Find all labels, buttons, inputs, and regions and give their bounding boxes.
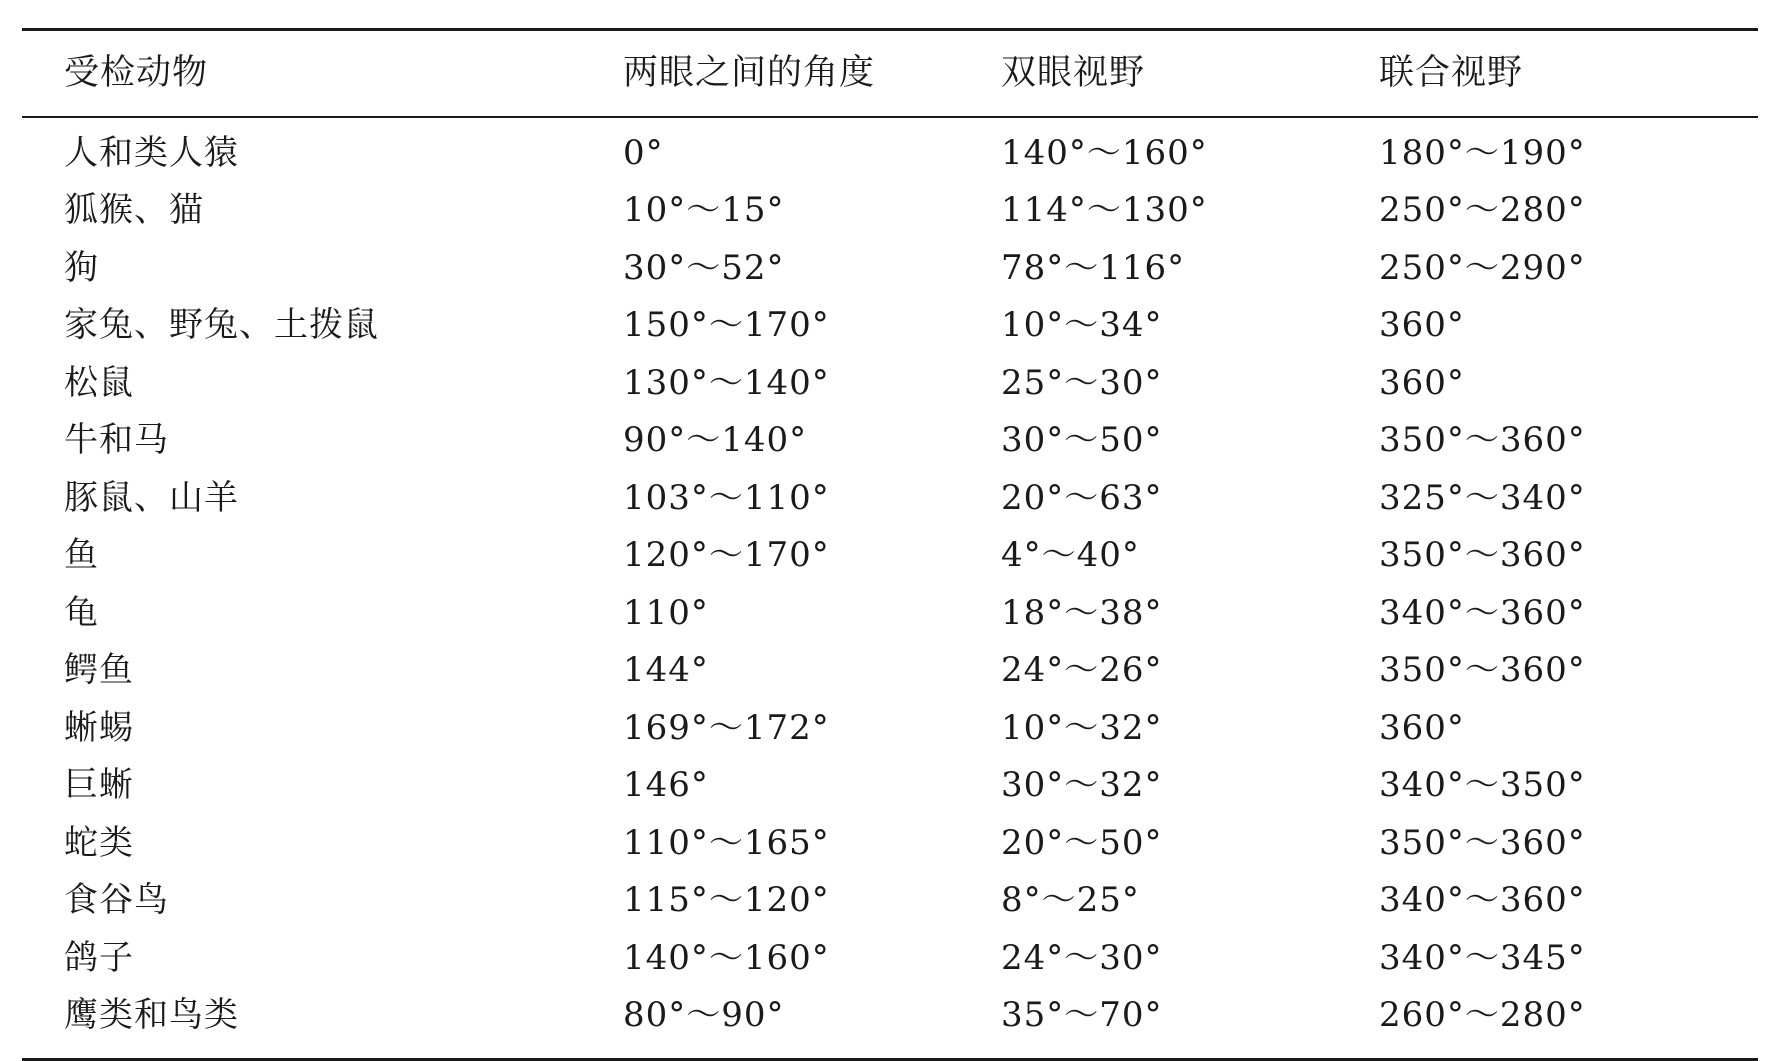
cell-binocular-field: 140°～160° [1001, 132, 1208, 173]
header-binocular-field: 双眼视野 [1001, 53, 1146, 93]
cell-binocular-field: 8°～25° [1001, 880, 1140, 921]
table-row [22, 469, 1758, 527]
cell-animal: 鹰类和鸟类 [64, 995, 239, 1036]
cell-eye-angle: 169°～172° [623, 707, 830, 748]
cell-binocular-field: 25°～30° [1001, 362, 1163, 403]
cell-eye-angle: 110°～165° [623, 822, 830, 863]
cell-animal: 龟 [64, 592, 99, 633]
cell-eye-angle: 10°～15° [623, 190, 785, 231]
header-animal: 受检动物 [64, 53, 209, 93]
cell-eye-angle: 110° [623, 592, 709, 633]
table-body [22, 118, 1758, 1058]
cell-eye-angle: 140°～160° [623, 937, 830, 978]
cell-animal: 蛇类 [64, 822, 134, 863]
cell-binocular-field: 78°～116° [1001, 247, 1186, 288]
cell-binocular-field: 10°～32° [1001, 707, 1163, 748]
table-row [22, 987, 1758, 1045]
table-row [22, 527, 1758, 585]
cell-eye-angle: 80°～90° [623, 995, 785, 1036]
table-row [22, 699, 1758, 757]
cell-combined-field: 340°～350° [1379, 765, 1586, 806]
cell-binocular-field: 114°～130° [1001, 190, 1208, 231]
cell-binocular-field: 24°～30° [1001, 937, 1163, 978]
header-eye-angle: 两眼之间的角度 [623, 53, 876, 93]
cell-eye-angle: 90°～140° [623, 420, 808, 461]
cell-combined-field: 340°～360° [1379, 880, 1586, 921]
cell-combined-field: 350°～360° [1379, 822, 1586, 863]
cell-eye-angle: 150°～170° [623, 305, 830, 346]
table-row [22, 297, 1758, 355]
table-row [22, 182, 1758, 240]
cell-animal: 鸽子 [64, 937, 134, 978]
cell-binocular-field: 35°～70° [1001, 995, 1163, 1036]
table-row [22, 124, 1758, 182]
cell-binocular-field: 30°～50° [1001, 420, 1163, 461]
cell-combined-field: 360° [1379, 362, 1465, 403]
cell-combined-field: 250°～290° [1379, 247, 1586, 288]
cell-combined-field: 325°～340° [1379, 477, 1586, 518]
table-row [22, 872, 1758, 930]
cell-combined-field: 180°～190° [1379, 132, 1586, 173]
cell-binocular-field: 20°～63° [1001, 477, 1163, 518]
table-row [22, 354, 1758, 412]
cell-animal: 蜥蜴 [64, 707, 134, 748]
cell-animal: 松鼠 [64, 362, 134, 403]
cell-binocular-field: 24°～26° [1001, 650, 1163, 691]
table-row [22, 584, 1758, 642]
cell-animal: 狐猴、猫 [64, 190, 204, 231]
cell-animal: 人和类人猿 [64, 132, 239, 173]
cell-combined-field: 260°～280° [1379, 995, 1586, 1036]
cell-animal: 巨蜥 [64, 765, 134, 806]
table-row [22, 642, 1758, 700]
cell-animal: 牛和马 [64, 420, 169, 461]
cell-animal: 鱼 [64, 535, 99, 576]
cell-binocular-field: 4°～40° [1001, 535, 1140, 576]
header-combined-field: 联合视野 [1379, 53, 1524, 93]
cell-animal: 狗 [64, 247, 99, 288]
cell-eye-angle: 115°～120° [623, 880, 830, 921]
cell-combined-field: 250°～280° [1379, 190, 1586, 231]
cell-combined-field: 360° [1379, 305, 1465, 346]
table-row [22, 239, 1758, 297]
cell-combined-field: 340°～360° [1379, 592, 1586, 633]
cell-animal: 食谷鸟 [64, 880, 169, 921]
cell-animal: 家兔、野兔、土拨鼠 [64, 305, 379, 346]
table-row [22, 412, 1758, 470]
cell-animal: 豚鼠、山羊 [64, 477, 239, 518]
cell-combined-field: 340°～345° [1379, 937, 1586, 978]
cell-eye-angle: 130°～140° [623, 362, 830, 403]
table-header-row [22, 31, 1758, 118]
cell-eye-angle: 103°～110° [623, 477, 830, 518]
cell-eye-angle: 0° [623, 132, 664, 173]
table-row [22, 814, 1758, 872]
cell-eye-angle: 120°～170° [623, 535, 830, 576]
cell-binocular-field: 20°～50° [1001, 822, 1163, 863]
table-row [22, 929, 1758, 987]
cell-combined-field: 350°～360° [1379, 420, 1586, 461]
cell-eye-angle: 30°～52° [623, 247, 785, 288]
cell-animal: 鳄鱼 [64, 650, 134, 691]
cell-binocular-field: 30°～32° [1001, 765, 1163, 806]
cell-combined-field: 360° [1379, 707, 1465, 748]
table-row [22, 757, 1758, 815]
data-table [22, 28, 1758, 1061]
cell-binocular-field: 18°～38° [1001, 592, 1163, 633]
cell-combined-field: 350°～360° [1379, 650, 1586, 691]
cell-combined-field: 350°～360° [1379, 535, 1586, 576]
cell-binocular-field: 10°～34° [1001, 305, 1163, 346]
cell-eye-angle: 144° [623, 650, 709, 691]
cell-eye-angle: 146° [623, 765, 709, 806]
